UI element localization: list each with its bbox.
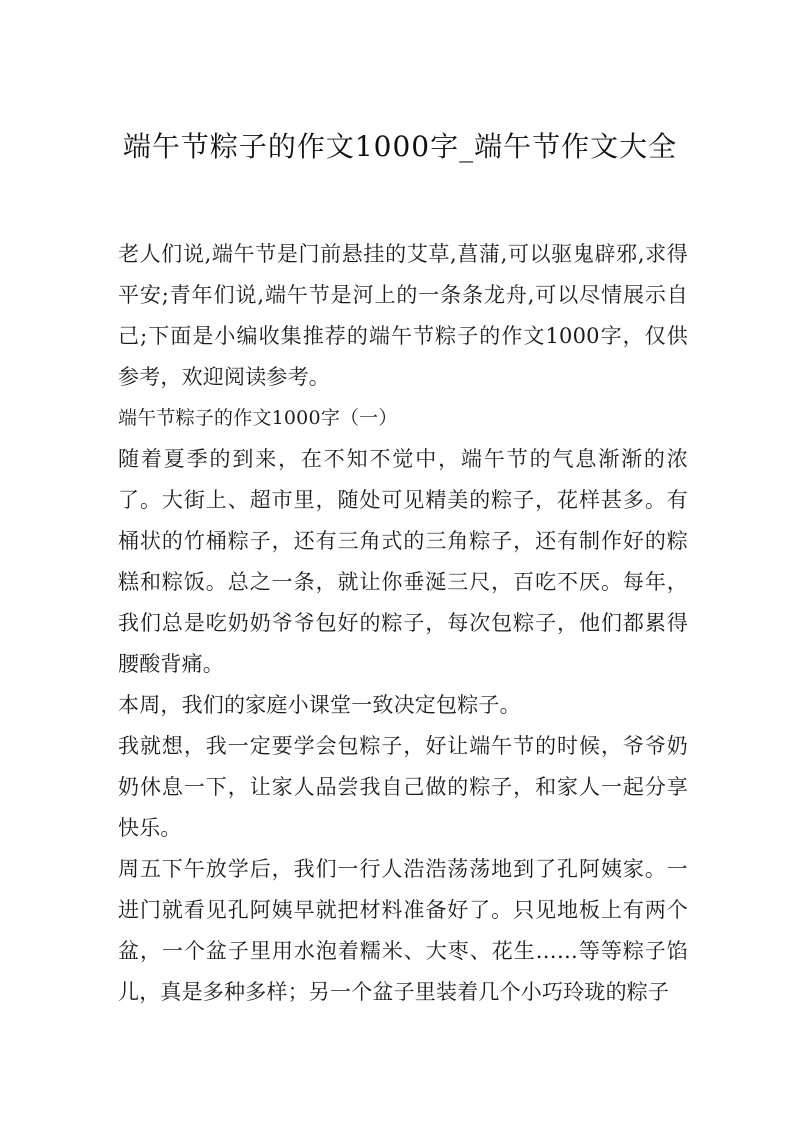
paragraph-intro: 老人们说,端午节是门前悬挂的艾草,菖蒲,可以驱鬼辟邪,求得平安;青年们说,端午节是河上的一条条龙舟,可以尽情展示自己;下面是小编收集推荐的端午节粽子的作文1000字，仅供参考，欢迎阅读参考。: [118, 242, 688, 389]
paragraph-4: 周五下午放学后，我们一行人浩浩荡荡地到了孔阿姨家。一进门就看见孔阿姨早就把材料准备好了。只见地板上有两个盆，一个盆子里用水泡着糯米、大枣、花生……等等粽子馅儿，真是多种多样；另一个盆子里装着几个小巧玲珑的粽子: [118, 857, 688, 1004]
document-body: [118, 234, 688, 1013]
section-heading: 端午节粽子的作文1000字（一）: [118, 407, 398, 429]
paragraph-3: 我就想，我一定要学会包粽子，好让端午节的时候，爷爷奶奶休息一下，让家人品尝我自己做的粽子，和家人一起分享快乐。: [118, 734, 688, 840]
paragraph-1: 随着夏季的到来，在不知不觉中，端午节的气息渐渐的浓了。大街上、超市里，随处可见精美的粽子，花样甚多。有桶状的竹桶粽子，还有三角式的三角粽子，还有制作好的粽糕和粽饭。总之一条，就让你垂涎三尺，百吃不厌。每年，我们总是吃奶奶爷爷包好的粽子，每次包粽子，他们都累得腰酸背痛。: [118, 447, 688, 676]
document-title: 端午节粽子的作文1000字_端午节作文大全: [122, 130, 678, 163]
paragraph-2: 本周，我们的家庭小课堂一致决定包粽子。: [118, 693, 521, 717]
